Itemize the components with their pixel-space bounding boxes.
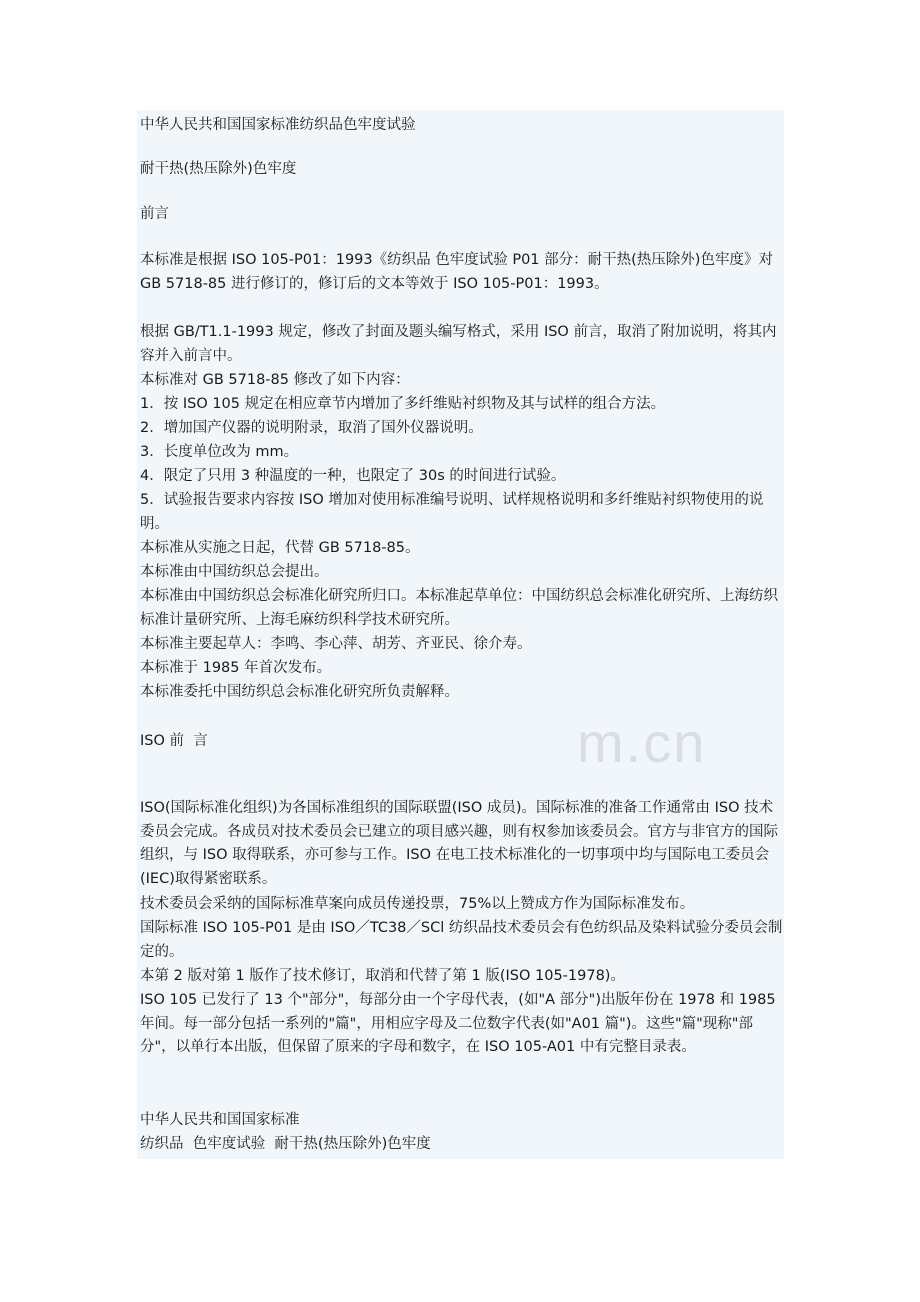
paragraph: 本第 2 版对第 1 版作了技术修订，取消和代替了第 1 版(ISO 105-1978)。 bbox=[140, 968, 625, 984]
paragraph: 本标准于 1985 年首次发布。 bbox=[140, 660, 332, 676]
watermark: m.cn bbox=[577, 711, 707, 774]
paragraph: ISO(国际标准化组织)为各国标准组织的国际联盟(ISO 成员)。国际标准的准备工作通常由 ISO 技术委员会完成。各成员对技术委员会已建立的项目感兴趣，则有权参加该委员会。官方与非官方的国际组织，与 ISO 取得联系，亦可参与工作。ISO 在电工技术标准化的一切事项中均与国际电工委员会(IEC)取得紧密联系。 bbox=[140, 800, 778, 887]
footer-title: 中华人民共和国国家标准 bbox=[140, 1112, 300, 1128]
document-subtitle: 耐干热(热压除外)色牢度 bbox=[140, 161, 297, 177]
list-item: 1．按 ISO 105 规定在相应章节内增加了多纤维贴衬织物及其与试样的组合方法。 bbox=[140, 396, 666, 412]
paragraph: 技术委员会采纳的国际标准草案向成员传递投票，75%以上赞成方作为国际标准发布。 bbox=[140, 896, 695, 912]
list-item: 4．限定了只用 3 种温度的一种，也限定了 30s 的时间进行试验。 bbox=[140, 468, 566, 484]
paragraph: 本标准主要起草人：李鸣、李心萍、胡芳、齐亚民、徐介寿。 bbox=[140, 636, 532, 652]
paragraph: ISO 105 已发行了 13 个"部分"，每部分由一个字母代表，(如"A 部分")出版年份在 1978 和 1985 年间。每一部分包括一系列的"篇"，用相应字母及二位数字代表(如"A01 篇")。这些"篇"现称"部分"，以单行本出版，但保留了原来的字母和数字，在 ISO 105-A01 中有完整目录表。 bbox=[140, 992, 776, 1055]
paragraph: 本标准委托中国纺织总会标准化研究所负责解释。 bbox=[140, 684, 459, 700]
paragraph: 本标准是根据 ISO 105-P01：1993《纺织品 色牢度试验 P01 部分：耐干热(热压除外)色牢度》对 GB 5718-85 进行修订的，修订后的文本等效于 ISO 105-P01：1993。 bbox=[140, 252, 773, 292]
paragraph: 本标准由中国纺织总会标准化研究所归口。本标准起草单位：中国纺织总会标准化研究所、上海纺织标准计量研究所、上海毛麻纺织科学技术研究所。 bbox=[140, 588, 778, 628]
iso-foreword-heading: ISO 前 言 bbox=[140, 733, 208, 749]
list-item: 2．增加国产仪器的说明附录，取消了国外仪器说明。 bbox=[140, 420, 483, 436]
paragraph: 本标准由中国纺织总会提出。 bbox=[140, 564, 329, 580]
list-item: 5．试验报告要求内容按 ISO 增加对使用标准编号说明、试样规格说明和多纤维贴衬织物使用的说明。 bbox=[140, 492, 764, 532]
paragraph: 本标准对 GB 5718-85 修改了如下内容： bbox=[140, 372, 410, 388]
paragraph: 国际标准 ISO 105-P01 是由 ISO／TC38／SCl 纺织品技术委员会有色纺织品及染料试验分委员会制定的。 bbox=[140, 920, 783, 960]
foreword-heading: 前言 bbox=[140, 206, 169, 222]
list-item: 3．长度单位改为 mm。 bbox=[140, 444, 299, 460]
footer-subtitle: 纺织品 色牢度试验 耐干热(热压除外)色牢度 bbox=[140, 1136, 431, 1152]
document-body bbox=[137, 110, 784, 1159]
paragraph: 根据 GB/T1.1-1993 规定，修改了封面及题头编写格式，采用 ISO 前言，取消了附加说明，将其内容并入前言中。 bbox=[140, 324, 777, 364]
document-title: 中华人民共和国国家标准纺织品色牢度试验 bbox=[140, 117, 416, 133]
paragraph: 本标准从实施之日起，代替 GB 5718-85。 bbox=[140, 540, 420, 556]
